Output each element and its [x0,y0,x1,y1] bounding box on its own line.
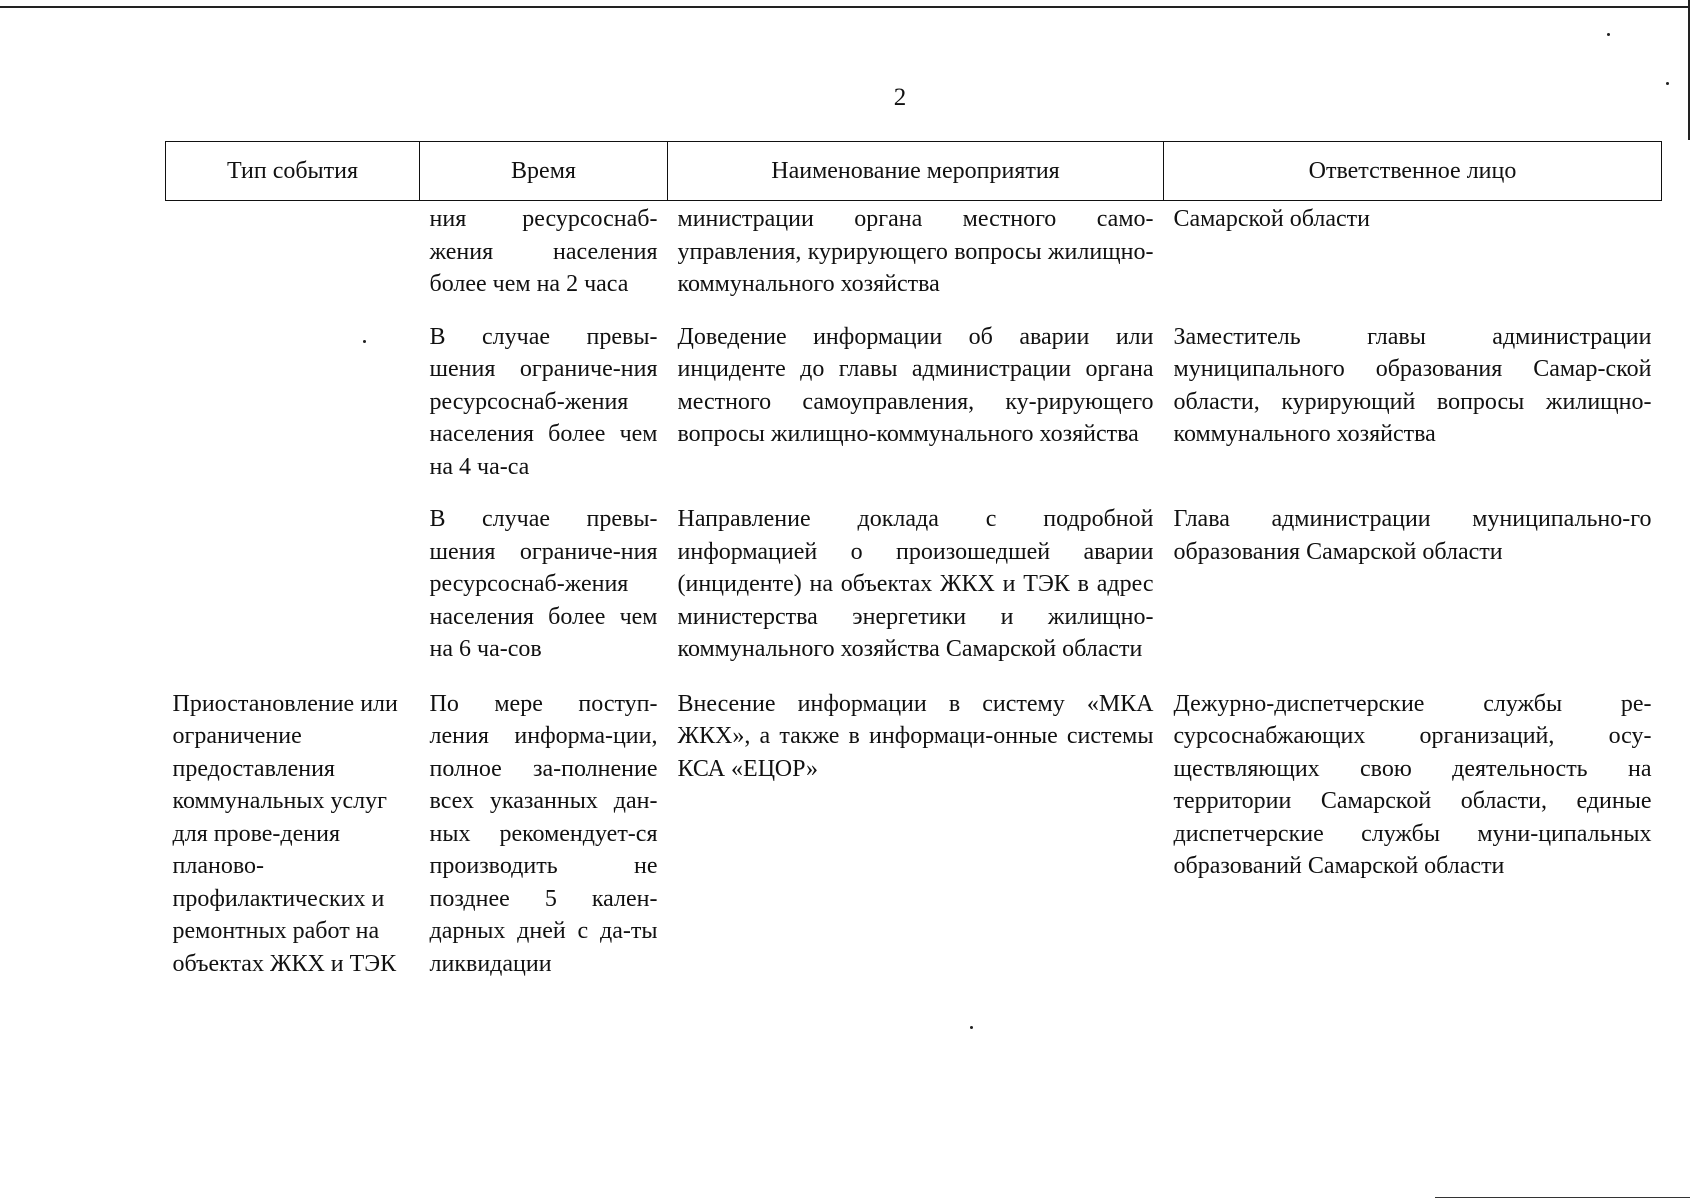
cell-time: В случае превы-шения ограниче-ния ресурсоснаб-жения населения более чем на 6 ча-сов [429,506,658,662]
cell-measure: министрации органа местного само-управления, курирующего вопросы жилищно-коммунального хозяйства [677,206,1154,297]
header-time: Время [420,142,668,201]
cell-time: В случае превы-шения ограниче-ния ресурсоснаб-жения населения более чем на 4 ча-са [429,323,658,480]
scan-border-right [1688,0,1690,140]
cell-time: По мере поступ-ления информа-ции, полное за-полнение всех указанных дан-ных рекомендует-ся производить не позднее 5 кален-дарных дней с да-ты ликвидации [429,690,658,977]
cell-responsible: Самарской области [1173,206,1370,232]
scan-border-top [0,6,1690,8]
table-header-row [166,142,1662,201]
page-number: 2 [893,84,907,111]
cell-responsible: Глава администрации муниципально-го образования Самарской области [1173,506,1652,565]
events-table [165,141,1662,980]
header-measure: Наименование мероприятия [668,142,1164,201]
cell-measure: Доведение информации об аварии или инциденте до главы администрации органа местного самоуправления, ку-рирующего вопросы жилищно-коммунального хозяйства [677,323,1154,447]
cell-measure: Внесение информации в систему «МКА ЖКХ», а также в информаци-онные системы КСА «ЕЦОР» [677,690,1154,782]
cell-event-type [166,201,420,321]
header-responsible: Ответственное лицо [1164,142,1662,201]
scan-border-bottom [1435,1197,1690,1198]
cell-responsible: Заместитель главы администрации муниципального образования Самар-ской области, курирующий вопросы жилищно-коммунального хозяйства [1173,323,1652,447]
scan-speck [1607,33,1610,36]
header-event-type: Тип события [166,142,420,201]
table-row [166,321,1662,504]
cell-event-type: Приостановление или ограничение предоставления коммунальных услуг для прове-дения планово-профилактических и ремонтных работ на объектах ЖКХ и ТЭК [172,690,398,977]
cell-responsible: Дежурно-диспетчерские службы ре-сурсоснабжающих организаций, осу-ществляющих свою деятельность на территории Самарской области, единые диспетчерские службы муни-ципальных образований Самарской области [1173,690,1652,879]
cell-event-type [166,503,420,688]
scan-speck [970,1026,973,1029]
cell-event-type [166,321,420,504]
table-row [166,201,1662,321]
table-row [166,688,1662,981]
cell-measure: Направление доклада с подробной информацией о произошедшей аварии (инциденте) на объектах ЖКХ и ТЭК в адрес министерства энергетики и жилищно-коммунального хозяйства Самарской области [677,506,1154,662]
table-row [166,503,1662,688]
cell-time: ния ресурсоснаб-жения населения более чем на 2 часа [429,206,658,297]
